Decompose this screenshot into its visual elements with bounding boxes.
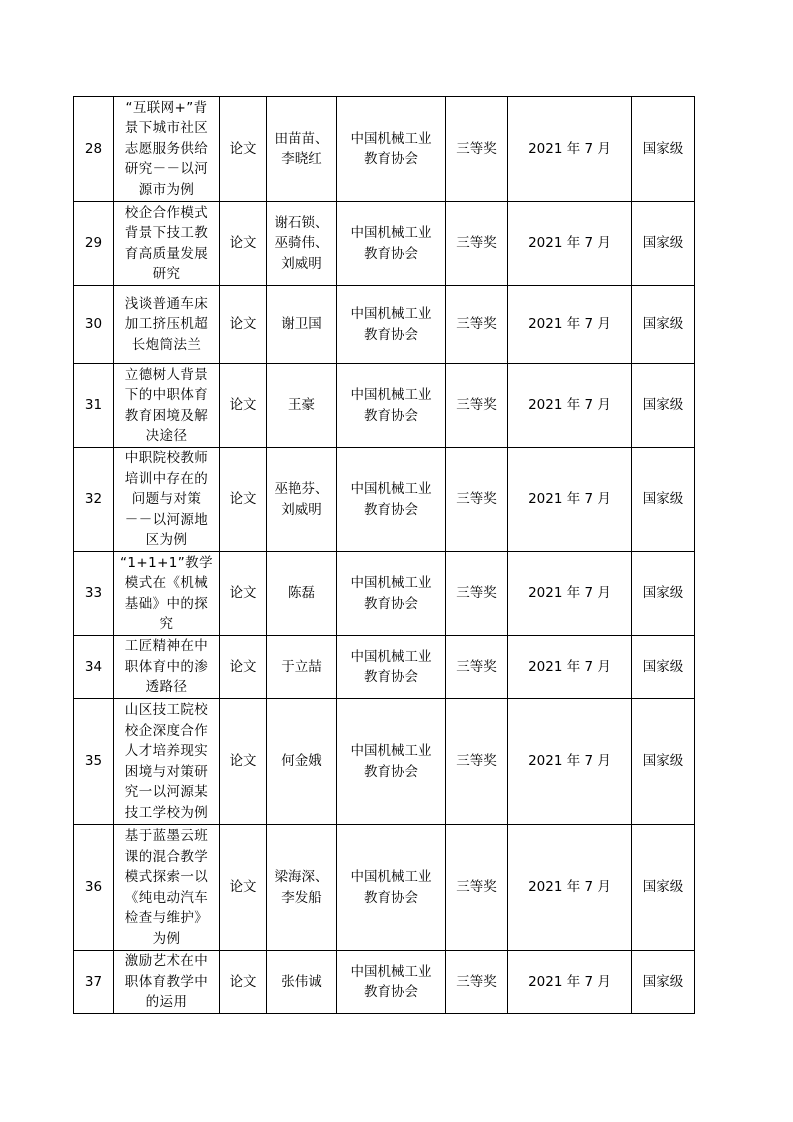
row-number: 28 (74, 97, 114, 202)
row-number: 34 (74, 636, 114, 699)
title-line: 基于蓝墨云班 (124, 828, 209, 844)
title-line: “互联网+”背 (125, 99, 208, 116)
award-rank: 三等奖 (446, 825, 508, 951)
award-rank: 三等奖 (446, 202, 508, 286)
paper-title (114, 636, 220, 699)
title-line: 加工挤压机超 (124, 316, 209, 333)
award-rank: 三等奖 (446, 448, 508, 552)
award-level: 国家级 (632, 364, 695, 448)
author-names (267, 97, 337, 202)
award-level: 国家级 (632, 97, 695, 202)
author-line: 张伟诚 (281, 973, 322, 990)
org-line: 教育协会 (364, 501, 418, 518)
awarding-organization (337, 97, 446, 202)
entry-type: 论文 (220, 364, 267, 448)
title-line: 山区技工院校 (124, 702, 209, 718)
table-row (74, 552, 695, 636)
title-line: 为例 (152, 930, 181, 947)
title-line: 模式在《机械 (124, 575, 209, 591)
award-date: 2021 年 7 月 (508, 364, 632, 448)
award-level: 国家级 (632, 951, 695, 1014)
title-line: 问题与对策 (131, 491, 202, 508)
award-date: 2021 年 7 月 (508, 448, 632, 552)
org-line: 中国机械工业 (350, 306, 432, 322)
table-row (74, 636, 695, 699)
author-names (267, 552, 337, 636)
author-line: 李发船 (281, 889, 322, 906)
row-number: 37 (74, 951, 114, 1014)
title-line: 透路径 (145, 679, 188, 696)
entry-type: 论文 (220, 97, 267, 202)
title-line: 究 (159, 616, 174, 632)
row-number: 32 (74, 448, 114, 552)
title-line: 基础》中的探 (124, 595, 209, 612)
title-line: 检查与维护》 (124, 910, 209, 926)
award-level: 国家级 (632, 552, 695, 636)
award-date: 2021 年 7 月 (508, 825, 632, 951)
paper-title (114, 825, 220, 951)
paper-title (114, 552, 220, 636)
awarding-organization (337, 636, 446, 699)
award-date: 2021 年 7 月 (508, 636, 632, 699)
author-line: 李晓红 (281, 151, 322, 167)
author-names (267, 364, 337, 448)
title-line: 《纯电动汽车 (124, 889, 209, 906)
award-level: 国家级 (632, 699, 695, 825)
award-date: 2021 年 7 月 (508, 699, 632, 825)
table-row (74, 448, 695, 552)
award-date: 2021 年 7 月 (508, 552, 632, 636)
title-line: 教育困境及解 (124, 407, 209, 424)
author-names (267, 825, 337, 951)
award-rank: 三等奖 (446, 699, 508, 825)
award-date: 2021 年 7 月 (508, 97, 632, 202)
entry-type: 论文 (220, 286, 267, 364)
title-line: “1+1+1”教学 (120, 554, 213, 571)
paper-title (114, 951, 220, 1014)
title-line: 模式探索一以 (124, 869, 209, 885)
table-row (74, 97, 695, 202)
awards-table-body (74, 97, 695, 1014)
table-row (74, 951, 695, 1014)
author-line: 田苗苗、 (274, 130, 329, 147)
org-line: 教育协会 (364, 407, 418, 424)
author-line: 何金娥 (281, 753, 322, 770)
title-line: 究一以河源某 (124, 784, 209, 800)
title-line: 激励艺术在中 (124, 953, 209, 970)
title-line: 技工学校为例 (124, 804, 209, 821)
award-rank: 三等奖 (446, 364, 508, 448)
paper-title (114, 448, 220, 552)
author-line: 巫艳芬、 (274, 481, 329, 497)
title-line: 下的中职体育 (124, 387, 209, 403)
award-rank: 三等奖 (446, 286, 508, 364)
entry-type: 论文 (220, 951, 267, 1014)
paper-title (114, 364, 220, 448)
author-line: 谢卫国 (281, 316, 322, 333)
awarding-organization (337, 699, 446, 825)
award-rank: 三等奖 (446, 636, 508, 699)
table-row (74, 825, 695, 951)
paper-title (114, 202, 220, 286)
row-number: 30 (74, 286, 114, 364)
title-line: －－以河源地 (124, 511, 209, 528)
title-line: 长炮筒法兰 (131, 336, 202, 353)
org-line: 教育协会 (364, 151, 418, 167)
entry-type: 论文 (220, 825, 267, 951)
title-line: 背景下技工教 (124, 225, 209, 241)
org-line: 中国机械工业 (350, 130, 432, 147)
award-rank: 三等奖 (446, 97, 508, 202)
title-line: 中职院校教师 (124, 450, 209, 467)
org-line: 中国机械工业 (350, 648, 432, 665)
entry-type: 论文 (220, 636, 267, 699)
org-line: 教育协会 (364, 669, 418, 685)
title-line: 职体育教学中 (124, 973, 209, 990)
author-line: 梁海深、 (274, 869, 329, 885)
award-level: 国家级 (632, 286, 695, 364)
title-line: 人才培养现实 (124, 743, 209, 759)
award-rank: 三等奖 (446, 951, 508, 1014)
org-line: 教育协会 (364, 763, 418, 780)
entry-type: 论文 (220, 448, 267, 552)
awarding-organization (337, 364, 446, 448)
awarding-organization (337, 448, 446, 552)
author-line: 谢石锁、 (274, 214, 329, 231)
title-line: 区为例 (145, 532, 188, 549)
org-line: 教育协会 (364, 889, 418, 906)
title-line: 工匠精神在中 (124, 638, 209, 655)
award-date: 2021 年 7 月 (508, 286, 632, 364)
award-date: 2021 年 7 月 (508, 951, 632, 1014)
org-line: 教育协会 (364, 984, 418, 1000)
row-number: 31 (74, 364, 114, 448)
title-line: 困境与对策研 (124, 763, 209, 780)
org-line: 中国机械工业 (350, 481, 432, 497)
title-line: 浅谈普通车床 (124, 295, 209, 312)
author-names (267, 202, 337, 286)
org-line: 教育协会 (364, 595, 418, 612)
row-number: 29 (74, 202, 114, 286)
author-names (267, 448, 337, 552)
table-row (74, 286, 695, 364)
org-line: 教育协会 (364, 326, 418, 343)
title-line: 的运用 (145, 994, 188, 1011)
awarding-organization (337, 286, 446, 364)
entry-type: 论文 (220, 552, 267, 636)
awarding-organization (337, 552, 446, 636)
row-number: 36 (74, 825, 114, 951)
org-line: 中国机械工业 (350, 743, 432, 759)
org-line: 教育协会 (364, 245, 418, 262)
author-line: 王豪 (288, 397, 315, 414)
author-line: 于立喆 (281, 658, 322, 675)
row-number: 33 (74, 552, 114, 636)
org-line: 中国机械工业 (350, 575, 432, 591)
title-line: 培训中存在的 (124, 470, 209, 487)
row-number: 35 (74, 699, 114, 825)
title-line: 决途径 (145, 428, 188, 444)
title-line: 源市为例 (138, 181, 195, 198)
title-line: 校企深度合作 (124, 722, 209, 739)
title-line: 研究 (152, 266, 181, 282)
awarding-organization (337, 951, 446, 1014)
paper-title (114, 699, 220, 825)
author-line: 刘威明 (281, 501, 322, 518)
table-row (74, 699, 695, 825)
author-line: 刘威明 (281, 255, 322, 272)
award-level: 国家级 (632, 636, 695, 699)
table-row (74, 202, 695, 286)
entry-type: 论文 (220, 202, 267, 286)
author-names (267, 636, 337, 699)
award-level: 国家级 (632, 448, 695, 552)
title-line: 课的混合教学 (124, 848, 209, 865)
awards-table (73, 96, 695, 1014)
title-line: 景下城市社区 (124, 120, 209, 137)
title-line: 校企合作模式 (124, 204, 209, 221)
awarding-organization (337, 825, 446, 951)
paper-title (114, 286, 220, 364)
paper-title (114, 97, 220, 202)
entry-type: 论文 (220, 699, 267, 825)
award-date: 2021 年 7 月 (508, 202, 632, 286)
author-names (267, 286, 337, 364)
title-line: 研究－－以河 (124, 161, 209, 178)
author-names (267, 699, 337, 825)
author-names (267, 951, 337, 1014)
award-rank: 三等奖 (446, 552, 508, 636)
author-line: 巫骑伟、 (274, 235, 329, 252)
award-level: 国家级 (632, 825, 695, 951)
title-line: 育高质量发展 (124, 245, 209, 262)
awarding-organization (337, 202, 446, 286)
title-line: 志愿服务供给 (124, 140, 209, 157)
org-line: 中国机械工业 (350, 387, 432, 403)
author-line: 陈磊 (288, 585, 315, 602)
title-line: 立德树人背景 (124, 366, 209, 383)
org-line: 中国机械工业 (350, 963, 432, 980)
award-level: 国家级 (632, 202, 695, 286)
org-line: 中国机械工业 (350, 869, 432, 885)
title-line: 职体育中的渗 (124, 658, 209, 675)
org-line: 中国机械工业 (350, 225, 432, 241)
table-row (74, 364, 695, 448)
